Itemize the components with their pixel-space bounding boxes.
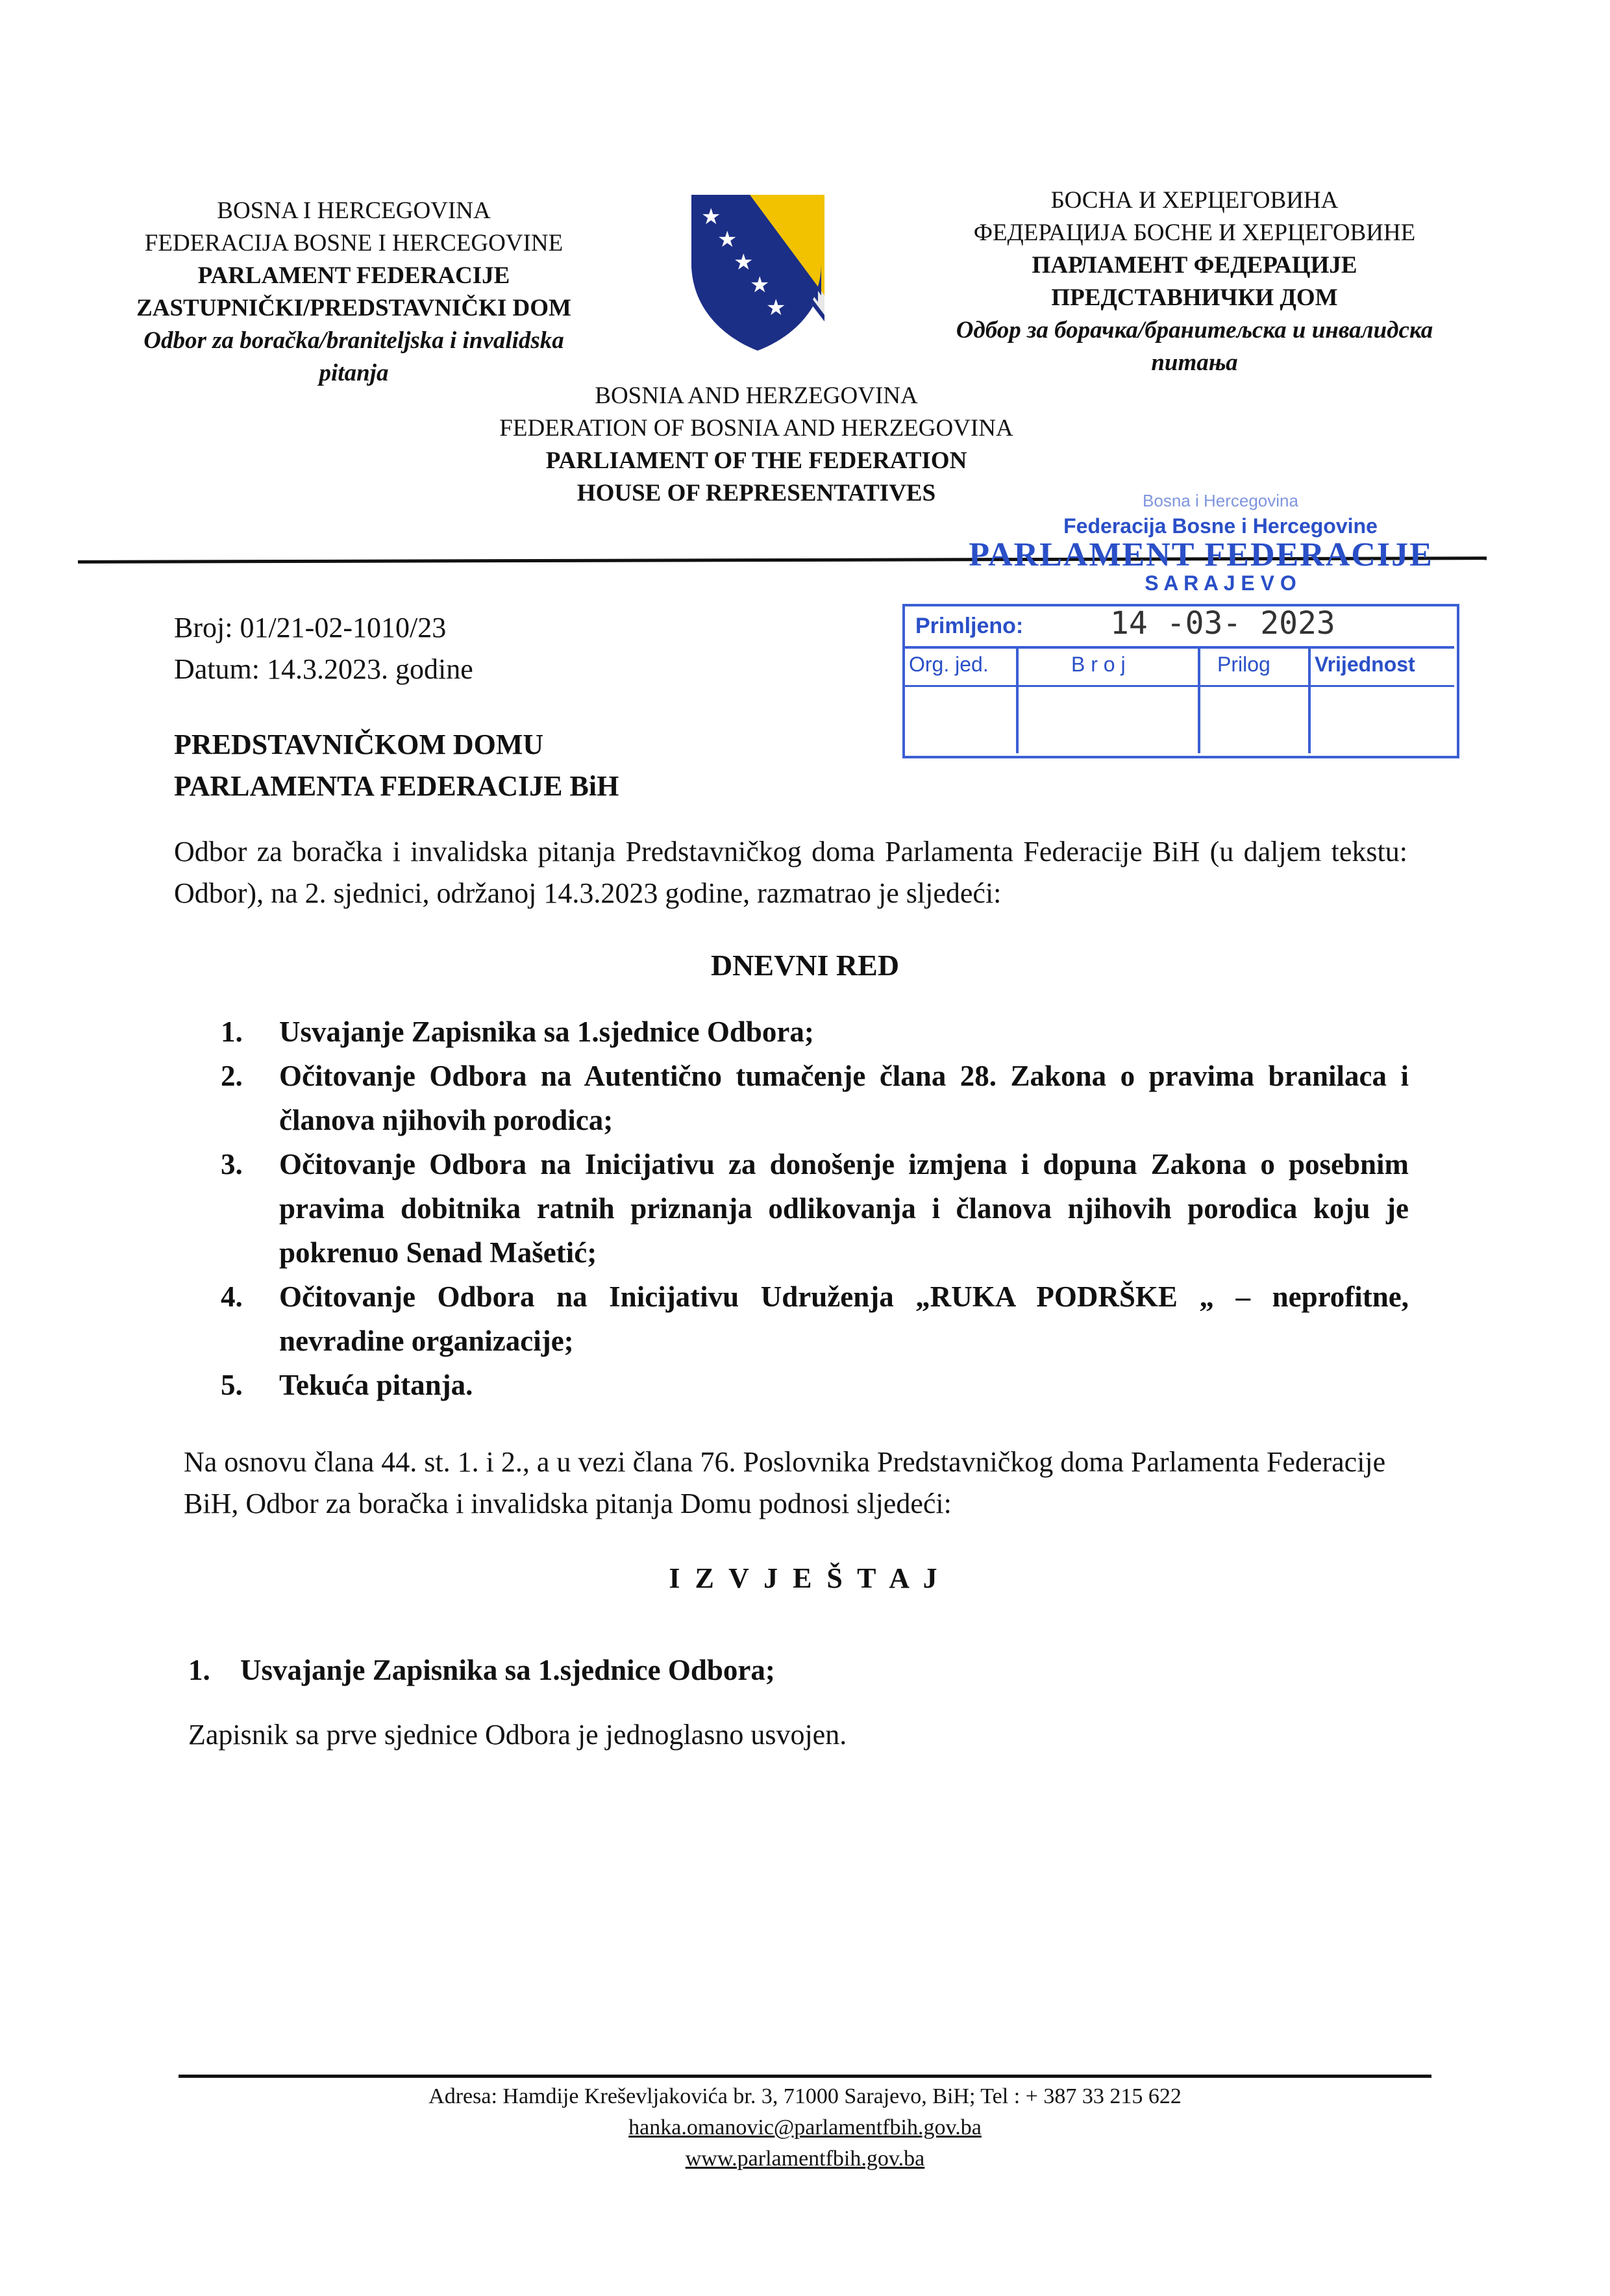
agenda-item-text: Tekuća pitanja.: [279, 1369, 473, 1401]
footer-website-link[interactable]: www.parlamentfbih.gov.ba: [685, 2147, 925, 2171]
header-center-country: BOSNIA AND HERZEGOVINA: [595, 382, 918, 409]
header-right: [896, 184, 1493, 379]
report-item-body: Zapisnik sa prve sjednice Odbora je jednoglasno usvojen.: [188, 1719, 847, 1751]
header-left-committee: Odbor za boračka/braniteljska i invalidska: [143, 327, 564, 354]
recipient-line2: PARLAMENTA FEDERACIJE BiH: [174, 770, 619, 802]
report-item-title: Usvajanje Zapisnika sa 1.sjednice Odbora;: [240, 1654, 775, 1686]
recipient: [174, 724, 953, 807]
report-title: I Z V J E Š T A J: [669, 1562, 941, 1594]
header-right-federation: ФЕДЕРАЦИЈА БОСНЕ И ХЕРЦЕГОВИНЕ: [973, 219, 1416, 246]
header-right-house: ПРЕДСТАВНИЧКИ ДОМ: [1051, 284, 1338, 311]
agenda-item-text: Očitovanje Odbora na Inicijativu za donošenje izmjena i dopuna Zakona o posebnim pravima dobitnika ratnih priznanja odlikovanja i članova njihovih porodica koju je pokrenuo Senad Mašetić;: [279, 1148, 1409, 1269]
header-left-parliament: PARLAMENT FEDERACIJE: [197, 262, 510, 289]
header-center-house: HOUSE OF REPRESENTATIVES: [576, 480, 936, 506]
svg-text:★: ★: [734, 249, 754, 275]
svg-text:★: ★: [701, 204, 721, 230]
agenda-item-number: 1.: [221, 1016, 243, 1048]
coat-of-arms-icon: [688, 192, 828, 354]
footer-address: Adresa: Hamdije Kreševljakovića br. 3, 71000 Sarajevo, BiH; Tel : + 387 33 215 622: [428, 2084, 1182, 2108]
header-left: [91, 195, 617, 390]
footer-email-link[interactable]: hanka.omanovic@parlamentfbih.gov.ba: [628, 2115, 982, 2140]
agenda-list: [221, 1010, 1409, 1407]
svg-text:★: ★: [717, 227, 737, 253]
agenda-item-number: 4.: [221, 1280, 243, 1313]
header-center-parliament: PARLIAMENT OF THE FEDERATION: [545, 447, 967, 474]
stamp-federation: Federacija Bosne i Hercegovine: [1063, 514, 1378, 538]
stamp-col-divider-3: [1308, 646, 1311, 753]
header-left-committee-cont: pitanja: [319, 360, 389, 386]
stamp-col-divider-1: [1016, 646, 1019, 753]
stamp-col-divider-2: [1198, 646, 1200, 753]
footer-divider: [179, 2075, 1431, 2078]
header-center-federation: FEDERATION OF BOSNIA AND HERZEGOVINA: [499, 415, 1013, 442]
header-right-parliament: ПАРЛАМЕНТ ФЕДЕРАЦИЈЕ: [1032, 252, 1357, 279]
header-left-federation: FEDERACIJA BOSNE I HERCEGOVINE: [144, 230, 564, 256]
agenda-title: DNEVNI RED: [710, 949, 900, 982]
stamp-row-divider: [902, 646, 1454, 649]
agenda-item-text: Očitovanje Odbora na Inicijativu Udruženja „RUKA PODRŠKE „ – neprofitne, nevradine organizacije;: [279, 1280, 1409, 1357]
agenda-item-text: Usvajanje Zapisnika sa 1.sjednice Odbora;: [279, 1016, 814, 1048]
header-left-country: BOSNA I HERCEGOVINA: [217, 197, 491, 224]
report-item-number: 1.: [188, 1654, 210, 1686]
document-date: Datum: 14.3.2023. godine: [174, 653, 473, 685]
agenda-item-text: Očitovanje Odbora na Autentično tumačenje člana 28. Zakona o pravima branilaca i članova njihovih porodica;: [279, 1060, 1409, 1136]
agenda-item-number: 5.: [221, 1369, 243, 1401]
svg-text:★: ★: [766, 295, 786, 321]
stamp-header-divider: [902, 685, 1454, 687]
agenda-item-number: 3.: [221, 1148, 243, 1180]
agenda-item: [221, 1010, 1409, 1054]
svg-text:★: ★: [750, 272, 770, 298]
header-right-committee: Одбор за борачка/бранитељска и инвалидска: [956, 317, 1433, 343]
stamp-col-number: B r o j: [1071, 653, 1126, 676]
report-item-heading: [188, 1649, 775, 1691]
agenda-item-number: 2.: [221, 1060, 243, 1092]
document-number: Broj: 01/21-02-1010/23: [174, 612, 447, 643]
document-meta: [174, 607, 823, 690]
intro-paragraph: Odbor za boračka i invalidska pitanja Predstavničkog doma Parlamenta Federacije BiH (u daljem tekstu: Odbor), na 2. sjednici, održanoj 14.3.2023 godine, razmatrao je sljedeći:: [174, 836, 1407, 909]
header-right-country: БОСНА И ХЕРЦЕГОВИНА: [1050, 187, 1339, 214]
agenda-item: [221, 1275, 1409, 1363]
agenda-item: [221, 1054, 1409, 1142]
footer: [0, 2081, 1610, 2175]
stamp-col-org: Org. jed.: [909, 653, 989, 676]
stamp-col-attachment: Prilog: [1217, 653, 1270, 676]
agenda-item: [221, 1363, 1409, 1407]
stamp-received-label: Primljeno:: [915, 614, 1024, 638]
stamp-parliament: PARLAMENT FEDERACIJE: [969, 536, 1433, 573]
recipient-line1: PREDSTAVNIČKOM DOMU: [174, 729, 544, 760]
basis-paragraph: Na osnovu člana 44. st. 1. i 2., a u vezi člana 76. Poslovnika Predstavničkog doma Parlamenta Federacije BiH, Odbor za boračka i invalidska pitanja Domu podnosi sljedeći:: [184, 1446, 1386, 1519]
stamp-col-value: Vrijednost: [1315, 653, 1415, 676]
header-right-committee-cont: питања: [1151, 349, 1238, 376]
stamp-country: Bosna i Hercegovina: [1143, 491, 1298, 510]
header-left-house: ZASTUPNIČKI/PREDSTAVNIČKI DOM: [136, 295, 571, 321]
agenda-item: [221, 1142, 1409, 1275]
stamp-city: S A R A J E V O: [1145, 571, 1296, 595]
header-center: [415, 380, 1097, 510]
stamp-received-date: 14 -03- 2023: [1110, 605, 1335, 642]
